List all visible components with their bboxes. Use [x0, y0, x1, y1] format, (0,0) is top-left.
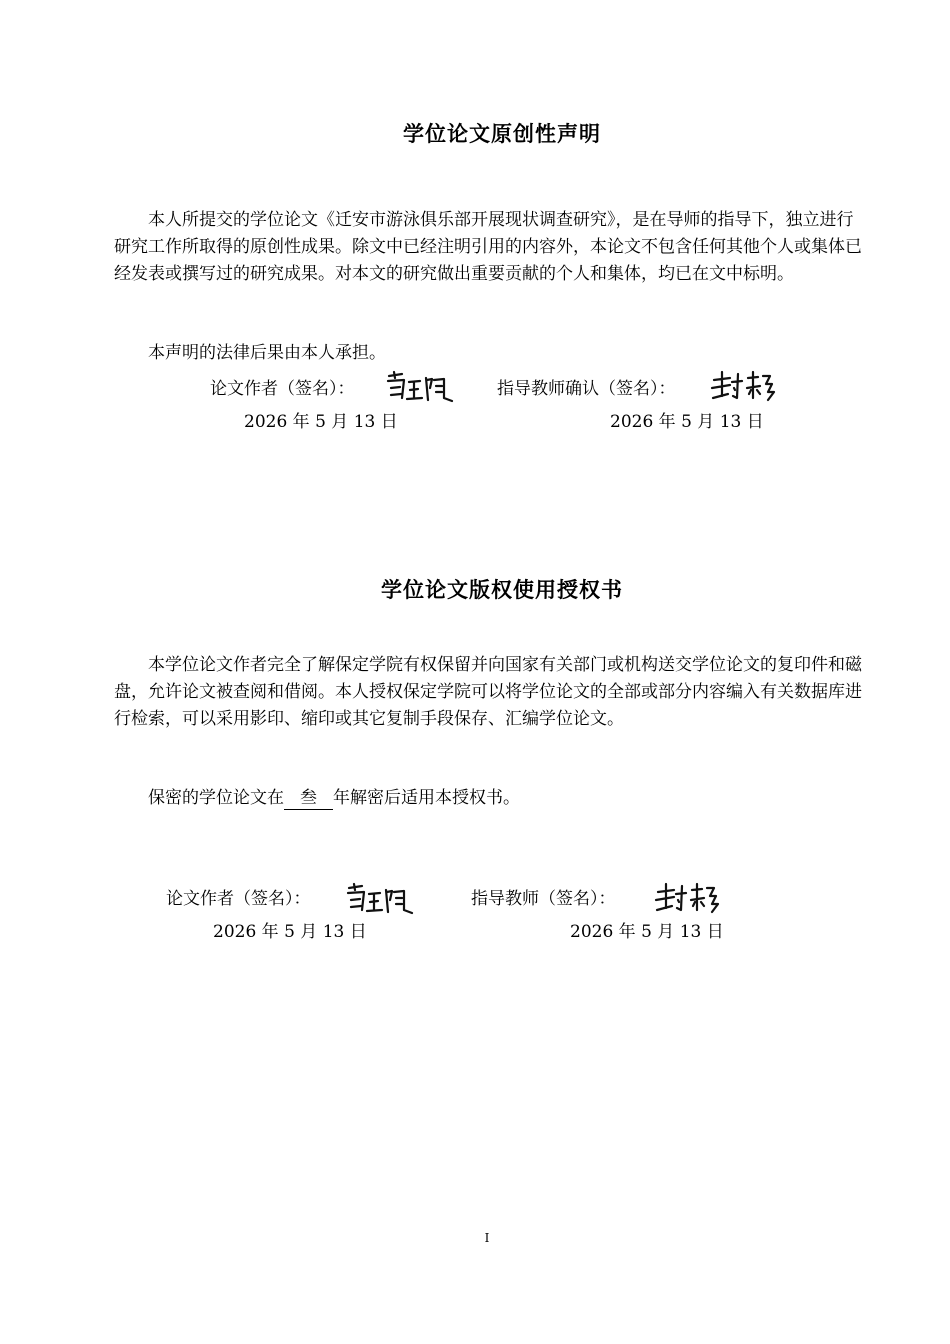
- copyright-author-date: 2026 年 5 月 13 日: [213, 922, 367, 942]
- originality-author-date: 2026 年 5 月 13 日: [244, 412, 398, 432]
- copyright-author-label: 论文作者（签名）：: [166, 889, 311, 909]
- author-signature-2: [344, 880, 414, 918]
- author-signature-1: [384, 368, 454, 406]
- copyright-title: 学位论文版权使用授权书: [381, 578, 623, 602]
- advisor-signature-1: [708, 366, 778, 404]
- confidential-years: 叁: [284, 787, 333, 810]
- copyright-paragraph-1: 本学位论文作者完全了解保定学院有权保留并向国家有关部门或机构送交学位论文的复印件和磁盘，允许论文被查阅和借阅。本人授权保定学院可以将学位论文的全部或部分内容编入有关数据库进行检索，可以采用影印、缩印或其它复制手段保存、汇编学位论文。: [114, 655, 862, 729]
- copyright-paragraph-2: [114, 785, 862, 812]
- originality-author-label: 论文作者（签名）：: [210, 379, 355, 399]
- confidential-prefix: 保密的学位论文在: [148, 788, 284, 808]
- originality-advisor-date: 2026 年 5 月 13 日: [610, 412, 764, 432]
- originality-paragraph-2: 本声明的法律后果由本人承担。: [148, 343, 386, 363]
- copyright-advisor-label: 指导教师（签名）：: [471, 889, 616, 909]
- originality-title: 学位论文原创性声明: [403, 122, 601, 146]
- page-number: I: [484, 1231, 490, 1245]
- advisor-signature-2: [652, 878, 722, 916]
- originality-paragraph-1: 本人所提交的学位论文《迁安市游泳俱乐部开展现状调查研究》，是在导师的指导下，独立进行研究工作所取得的原创性成果。除文中已经注明引用的内容外，本论文不包含任何其他个人或集体已经发表或撰写过的研究成果。对本文的研究做出重要贡献的个人和集体，均已在文中标明。: [114, 210, 862, 284]
- originality-advisor-label: 指导教师确认（签名）：: [497, 379, 676, 399]
- copyright-advisor-date: 2026 年 5 月 13 日: [570, 922, 724, 942]
- confidential-suffix: 年解密后适用本授权书。: [333, 788, 520, 808]
